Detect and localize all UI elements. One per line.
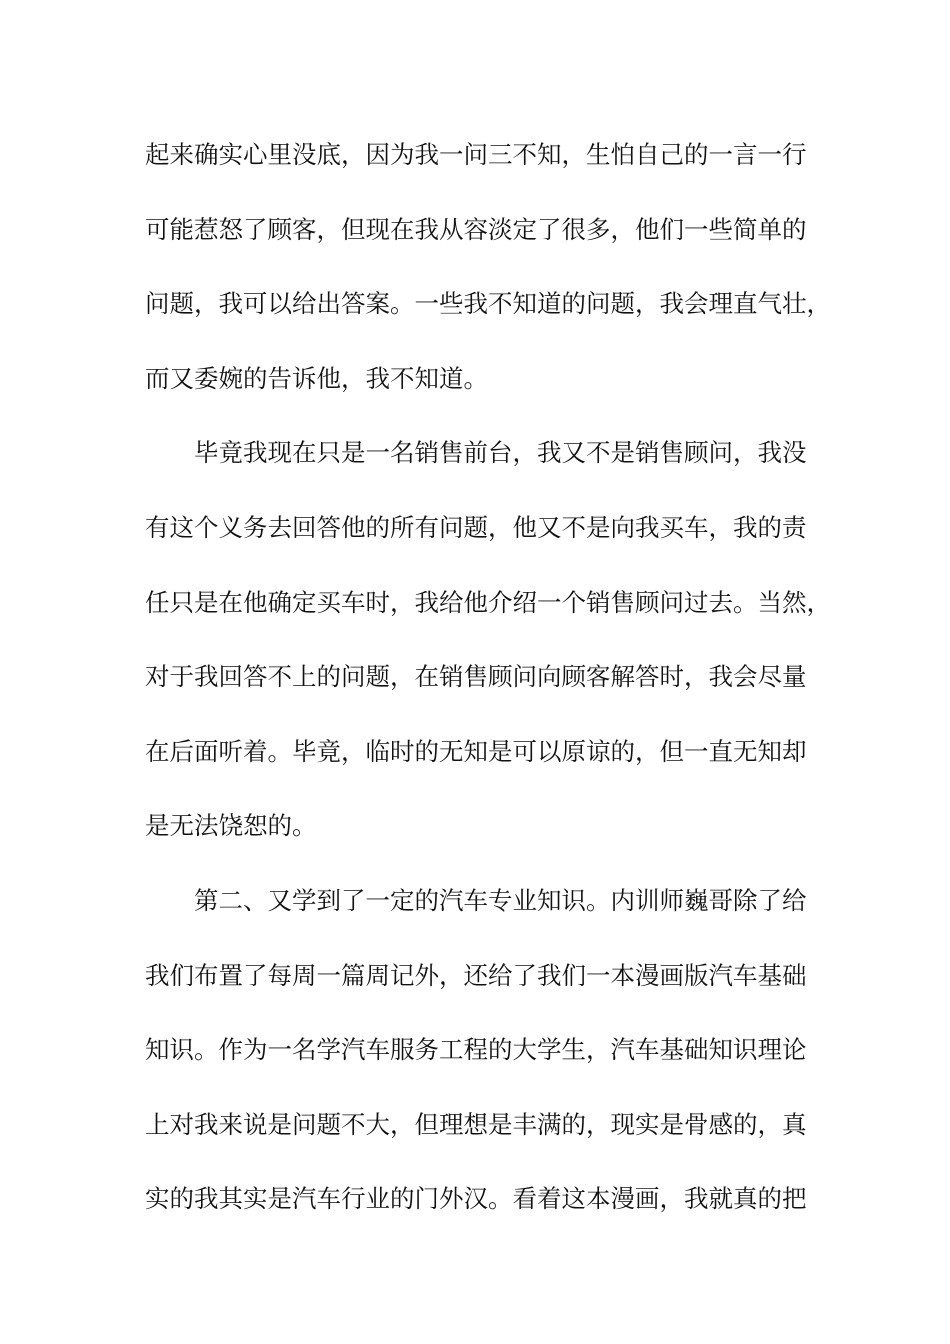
text-line: 是无法饶恕的。 <box>145 811 317 841</box>
text-line: 问题，我可以给出答案。一些我不知道的问题，我会理直气壮， <box>145 289 831 319</box>
text-line: 可能惹怒了顾客，但现在我从容淡定了很多，他们一些简单的 <box>145 214 807 244</box>
text-line: 任只是在他确定买车时，我给他介绍一个销售顾问过去。当然， <box>145 587 831 617</box>
body-text <box>145 118 831 1237</box>
paragraph-first-line: 第二、又学到了一定的汽车专业知识。内训师巍哥除了给 <box>194 885 807 915</box>
text-line: 实的我其实是汽车行业的门外汉。看着这本漫画，我就真的把 <box>145 1184 807 1214</box>
text-line: 起来确实心里没底，因为我一问三不知，生怕自己的一言一行 <box>145 140 807 169</box>
text-line: 而又委婉的告诉他，我不知道。 <box>145 363 488 393</box>
text-line: 知识。作为一名学汽车服务工程的大学生，汽车基础知识理论 <box>145 1035 807 1065</box>
text-line: 对于我回答不上的问题，在销售顾问向顾客解答时，我会尽量 <box>145 662 807 692</box>
text-line: 在后面听着。毕竟，临时的无知是可以原谅的，但一直无知却 <box>145 736 807 766</box>
text-line: 有这个义务去回答他的所有问题，他又不是向我买车，我的责 <box>145 512 807 542</box>
text-line: 我们布置了每周一篇周记外，还给了我们一本漫画版汽车基础 <box>145 960 807 990</box>
text-line: 上对我来说是问题不大，但理想是丰满的，现实是骨感的，真 <box>145 1109 807 1139</box>
paragraph-first-line: 毕竟我现在只是一名销售前台，我又不是销售顾问，我没 <box>194 438 807 468</box>
